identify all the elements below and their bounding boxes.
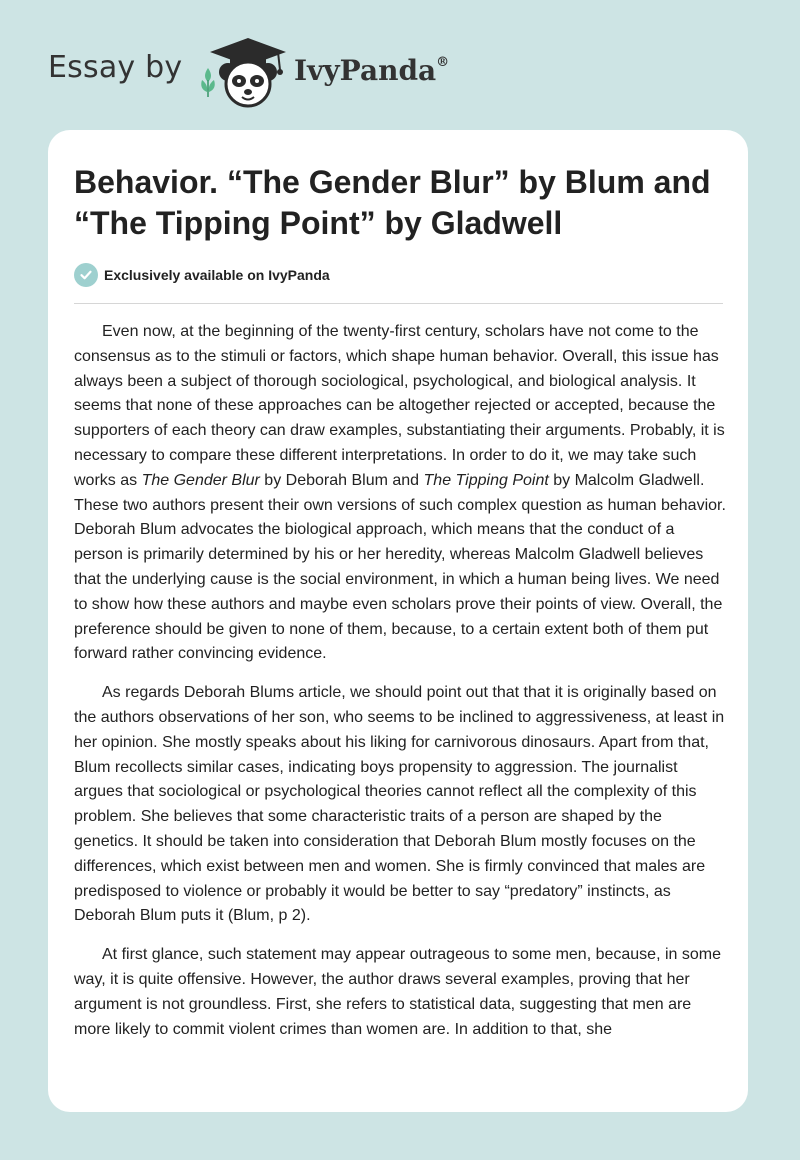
checkmark-icon: [74, 263, 98, 287]
divider: [74, 303, 723, 304]
book-title-tipping-point: The Tipping Point: [423, 471, 549, 489]
brand-name[interactable]: IvyPanda®: [294, 54, 450, 87]
panda-logo-icon[interactable]: [208, 36, 288, 113]
paragraph-2: As regards Deborah Blums article, we should point out that that it is originally based on the authors observations of her son, who seems to be inclined to aggressiveness, at least in her opinion. She mostly speaks about his liking for carnivorous dinosaurs. Apart from that, Blum recollects similar cases, indicating boys propensity to aggression. The journalist argues that sociological or psychological theories cannot reflect all the complexity of this problem. She believes that some characteristic traits of a person are shaped by the genetics. It should be taken into consideration that Deborah Blum mostly focuses on the differences, which exist between men and women. She is firmly convinced that males are predisposed to violence or probably it would be better to say “predatory” instincts, as Deborah Blum puts it (Blum, p 2).: [74, 684, 725, 925]
paragraph-3: At first glance, such statement may appear outrageous to some men, because, in some way, it is quite offensive. However, the author draws several examples, proving that her argument is not groundless. First, she refers to statistical data, suggesting that men are more likely to commit violent crimes than women are. In addition to that, she: [74, 946, 721, 1038]
essay-card: [48, 130, 748, 1112]
book-title-gender-blur: The Gender Blur: [141, 471, 260, 489]
registered-mark: ®: [436, 54, 450, 70]
site-header: [48, 36, 508, 106]
paragraph-1: Even now, at the beginning of the twenty-first century, scholars have not come to the consensus as to the stimuli or factors, which shape human behavior. Overall, this issue has always been a subject of thorough sociological, psychological, and biological analysis. It seems that none of these approaches can be altogether rejected or accepted, because the supporters of each theory can draw examples, substantiating their arguments. Probably, it is necessary to compare these different interpretations. In order to do it, we may take such works as The Gender Blur by Deborah Blum and The Tipping Point by Malcolm Gladwell. These two authors present their own versions of such complex question as human behavior. Deborah Blum advocates the biological approach, which means that the conduct of a person is primarily determined by his or her heredity, whereas Malcolm Gladwell believes that the underlying cause is the social environment, in which a human being lives. We need to show how these authors and maybe even scholars prove their points of view. Overall, the preference should be given to none of them, because, to a certain extent both of them put forward rather convincing evidence.: [74, 323, 726, 663]
essay-body: [74, 320, 726, 1056]
exclusive-badge: [74, 262, 330, 288]
page-title: Behavior. “The Gender Blur” by Blum and “The Tipping Point” by Gladwell: [74, 164, 711, 241]
exclusive-badge-label: Exclusively available on IvyPanda: [104, 267, 330, 283]
essay-by-label: Essay by: [48, 50, 183, 85]
